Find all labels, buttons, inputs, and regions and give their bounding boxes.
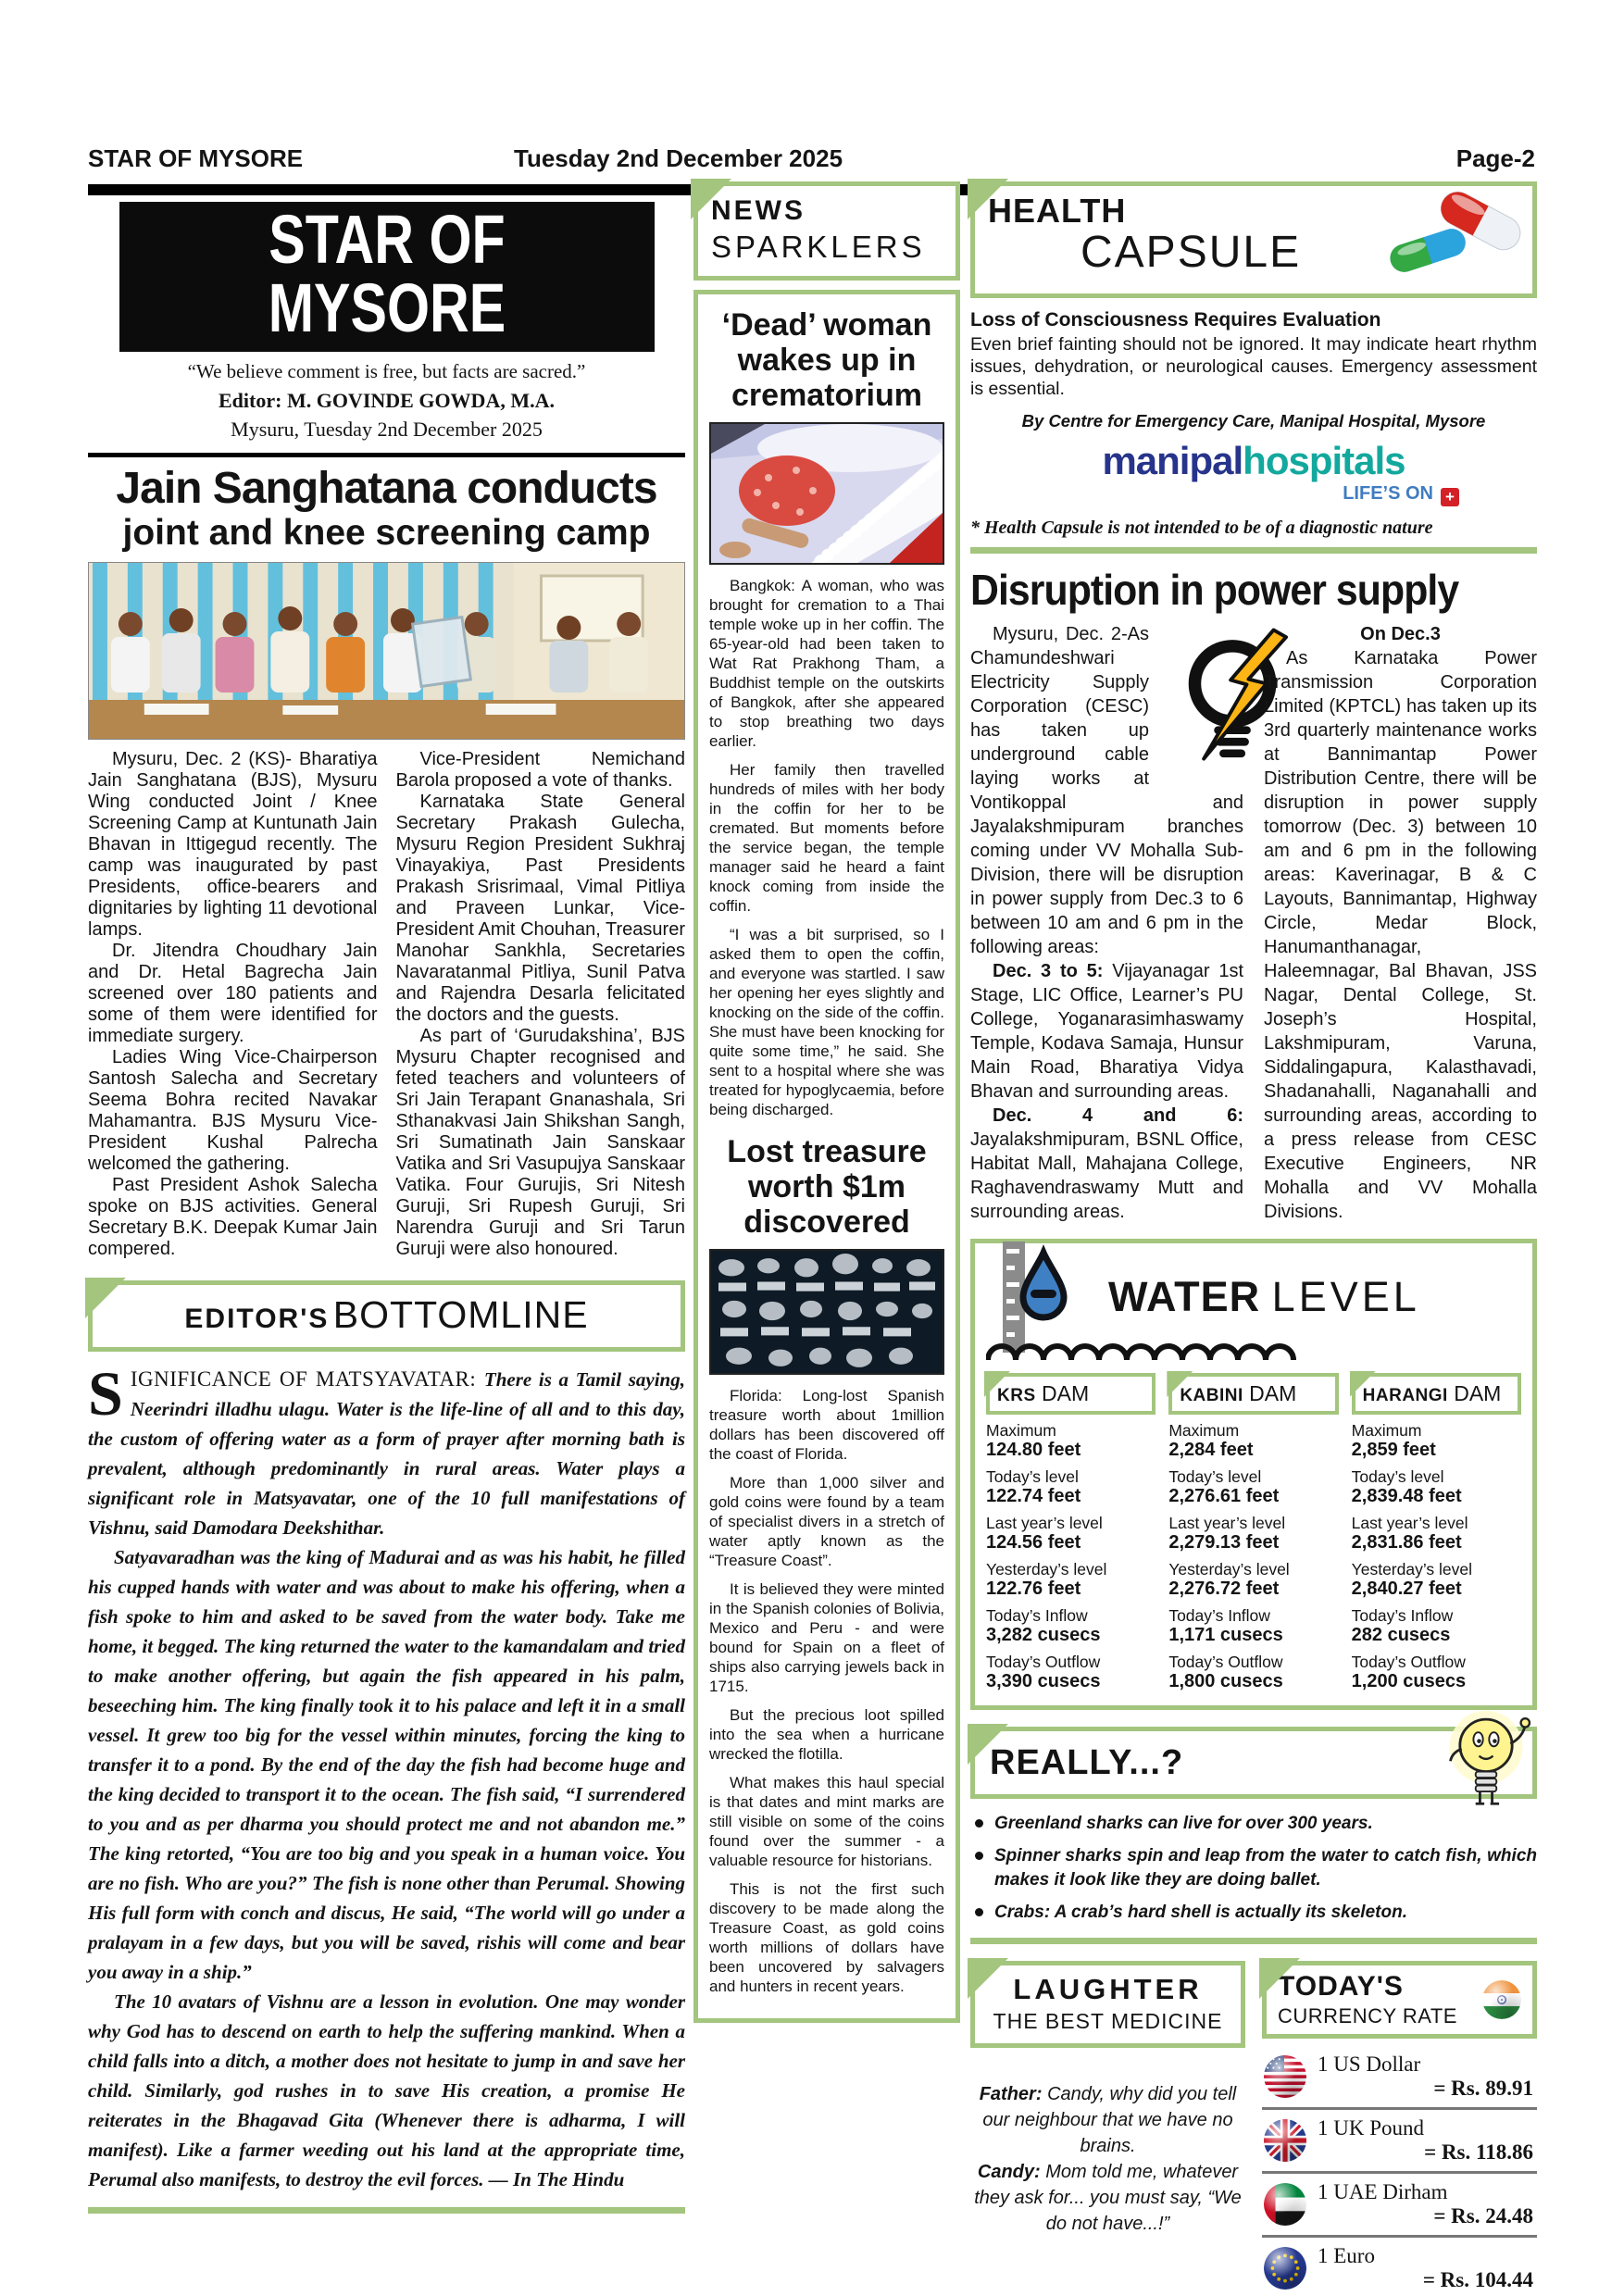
power-article-col2	[1264, 622, 1537, 1224]
dam-stat: Last year’s level 124.56 feet	[986, 1514, 1103, 1553]
corner-fold-icon	[85, 1278, 126, 1318]
power-article-col1	[970, 622, 1243, 1224]
date-lead: Dec. 4 and 6:	[993, 1105, 1243, 1126]
jain-headline-line2: joint and knee screening camp	[122, 512, 651, 553]
paragraph: Her family then travelled hundreds of miles with her body in the coffin for her to be cremated. But moments before the service began, the temple manager said he heard a faint knock coming from inside the coffin.	[709, 761, 944, 916]
dam-name-box: HARANGI DAM	[1352, 1373, 1521, 1415]
dam-stat: Today’s Inflow 1,171 cusecs	[1168, 1606, 1283, 1645]
paragraph: Past President Ashok Salecha spoke on BJS activities. General Secretary B.K. Deepak Kumar Jain compered.	[88, 1174, 378, 1259]
editors-bottomline-text	[88, 1357, 685, 2194]
masthead	[119, 202, 655, 352]
uk-flag-icon	[1264, 2119, 1306, 2162]
currency-box	[1262, 1961, 1537, 2296]
masthead-editor: Editor: M. GOVINDE GOWDA, M.A.	[219, 389, 555, 412]
paragraph: The 10 avatars of Vishnu are a lesson in evolution. One may wonder why God has to descend on earth to help the suffering mankind. When a child falls into a ditch, a mother does not hesitate to jump in and save her child. Similarly, god rushes in to save His creation, a promise He reiterates in the Bhagavad Gita (Whenever there is adharma, I will manifest). Like a farmer weeding out his land at the appropriate time, Perumal also manifests, to destroy the evil forces. — In The Hindu	[88, 1990, 685, 2190]
currency-row: 1 UK Pound = Rs. 118.86	[1262, 2110, 1537, 2174]
treasure-photo	[709, 1249, 944, 1375]
logo-part-hospitals: hospitals	[1243, 439, 1405, 482]
laughter-subtitle: THE BEST MEDICINE	[993, 2009, 1223, 2033]
fact-item: Crabs: A crab’s hard shell is actually its skeleton.	[970, 1901, 1537, 1925]
bottom-row	[970, 1961, 1537, 2296]
fact-item: Spinner sharks spin and leap from the water to catch fish, which makes it look like they are doing ballet.	[970, 1844, 1537, 1892]
paragraph: Satyavaradhan was the king of Madurai and as was his habit, he filled his cupped hands with water and was about to make his offering, when a fish spoke to him and asked to be saved from the water body. Take me home, it begged. The king returned the water to the kamandalam and tried to make another offering, but again the fish appeared in his palm, beseeching him. The king finally took it to his palace and left it in a small vessel. It grew too big for the vessel within minutes, forcing the king to transfer it to a pond. By the end of the day the fish had become huge and the king decided to transport it to the ocean. The fish said, “I surrendered to you and as per dharma you should protect me and not abandon me.” The king retorted, “You are too big and you speak in a human voice. You are no fish. Who are you?” The fish is none other than Perumal. Showing His full form with conch and discus, He said, “The world will go under a pralayam in a few days, but you will be saved, rishis will come and bear you away in a ship.”	[88, 1545, 685, 1983]
left-column	[88, 202, 685, 2214]
dam-columns	[986, 1373, 1521, 1692]
dam-stat: Yesterday’s level 2,276.72 feet	[1168, 1560, 1290, 1599]
dam-name-box: KABINI DAM	[1168, 1373, 1338, 1415]
paragraph: SIGNIFICANCE OF MATSYAVATAR: There is a Tamil saying, Neerindri illadhu ulagu. Water is the life-line of all and to this day, the custom of offering water as a form of prayer after morning bath is prevalent, although predominantly in rural areas. Water plays a significant role in Matsyavatar, one of the 10 full manifestations of Vishnu, said Damodara Deekshithar.	[88, 1357, 685, 1539]
currency-header	[1262, 1961, 1537, 2039]
dam-stat: Today’s level 122.74 feet	[986, 1467, 1081, 1506]
currency-row: 1 Euro = Rs. 104.44	[1262, 2238, 1537, 2296]
paragraph: Vice-President Nemichand Barola proposed a vote of thanks.	[395, 748, 685, 791]
paragraph: Ladies Wing Vice-Chairperson Santosh Salecha and Secretary Seema Bohra recited Navakar Mahamantra. BJS Mysuru Vice-President Kushal Palrecha welcomed the gathering.	[88, 1046, 378, 1174]
joke-line: Father: Candy, why did you tell our neighbour that we have no brains.	[979, 2084, 1237, 2156]
dam-stat: Today’s Outflow 1,200 cusecs	[1351, 1653, 1467, 1691]
divider	[88, 453, 685, 457]
paragraph: Karnataka State General Secretary Prakash Gulecha, Mysuru Region President Sukhraj Vinayakiya, Past Presidents Prakash Srisrimaal, Vimal Pitliya and Praveen Lunkar, Vice-President Amit Chouhan, Treasurer Manohar Sankhla, Secretaries Navaratanmal Pitliya, Sunil Patva and Rajendra Desarla felicitated the doctors and the guests.	[395, 791, 685, 1025]
laughter-header	[970, 1961, 1245, 2048]
paragraph: Dec. 4 and 6: Jayalakshmipuram, BSNL Office, Habitat Mall, Mahajana College, Raghavendraswamy Mutt and surrounding areas.	[970, 1105, 1243, 1222]
joke-text	[970, 2081, 1245, 2237]
bottomline-kicker: EDITOR'S	[184, 1303, 330, 1334]
paragraph: As part of ‘Gurudakshina’, BJS Mysuru Chapter recognised and feted teachers and volunteers of Sri Jain Terapant Gnanashala, Sri Sthanakvasi Jain Shikshan Sangh, Sri Sumatinath Jain Sanskaar Vatika and Sri Vasupujya Sanskaar Vatika. Four Gurujis, Sri Nitesh Guruji, Sri Rupesh Guruji, Sri Narendra Guruji and Sri Tarun Guruji were also honoured.	[395, 1025, 685, 1259]
section-divider	[970, 1938, 1537, 1944]
news-sparklers-column	[693, 181, 960, 2023]
dam-stat: Yesterday’s level 2,840.27 feet	[1351, 1560, 1473, 1599]
editors-bottomline-header	[88, 1280, 685, 1352]
running-paper-name: STAR OF MYSORE	[88, 144, 304, 172]
bottomline-title: BOTTOMLINE	[332, 1292, 589, 1336]
jain-camp-photo	[88, 562, 685, 740]
us-flag-icon	[1264, 2055, 1306, 2098]
currency-kicker: TODAY'S	[1278, 1971, 1404, 2002]
india-flag-icon	[1482, 1980, 1521, 2019]
story2-headline: Lost treasure worth $1m discovered	[727, 1134, 927, 1241]
really-facts-list	[970, 1812, 1537, 1925]
water-level-title: WATER LEVEL	[1108, 1273, 1420, 1320]
really-header	[970, 1727, 1537, 1799]
water-level-header	[986, 1251, 1521, 1362]
eu-flag-icon	[1264, 2247, 1306, 2290]
right-column	[970, 181, 1537, 2296]
dam-stat: Today’s level 2,839.48 feet	[1351, 1467, 1462, 1506]
news-sparklers-header	[693, 181, 960, 281]
dam-stat: Maximum 2,859 feet	[1351, 1421, 1436, 1460]
health-capsule-title: CAPSULE	[1081, 228, 1302, 277]
paragraph: Mysuru, Dec. 2 (KS)- Bharatiya Jain Sanghatana (BJS), Mysuru Wing conducted Joint / Knee Screening Camp at Kuntunath Jain Bhavan in Ittigegud recently. The camp was inaugurated by past Presidents, office-bearers and dignitaries by lighting 11 devotional lamps.	[88, 748, 378, 940]
dam-name-box: KRS DAM	[986, 1373, 1156, 1415]
currency-row: 1 US Dollar = Rs. 89.91	[1262, 2046, 1537, 2110]
lifes-on-tagline: LIFE’S ON +	[970, 483, 1537, 506]
power-subheading: On Dec.3	[1360, 624, 1441, 644]
health-capsule-body: Even brief fainting should not be ignored. It may indicate heart rhythm issues, dehydration, or neurological causes. Emergency assessment is essential.	[970, 334, 1537, 399]
paragraph: Mysuru, Dec. 2-As Chamundeshwari Electricity Supply Corporation (CESC) has taken up underground cable laying works at Vontikoppal and Jayalakshmipuram branches coming under VV Mohalla Sub-Division, there will be disruption in power supply from Dec.3 to 6 between 10 am and 6 pm in the following areas:	[970, 622, 1243, 959]
running-head	[88, 144, 1537, 178]
bottomline-opener: IGNIFICANCE OF MATSYAVATAR:	[130, 1366, 484, 1391]
laughter-box	[970, 1961, 1245, 2296]
dam-stat: Today’s level 2,276.61 feet	[1168, 1467, 1280, 1506]
dropcap: S	[88, 1357, 123, 1429]
paragraph: It is believed they were minted in the Spanish colonies of Bolivia, Mexico and Peru - and were bound for Spain on a fleet of ships also carrying jewels back in 1715.	[709, 1580, 944, 1696]
running-page-number: Page-2	[1455, 144, 1535, 172]
health-capsule-footnote: * Health Capsule is not intended to be of a diagnostic nature	[970, 518, 1433, 538]
jain-headline-line1: Jain Sanghatana conducts	[116, 464, 657, 513]
currency-subtitle: CURRENCY RATE	[1278, 2004, 1457, 2028]
currency-rates	[1262, 2046, 1537, 2296]
masthead-tagline: “We believe comment is free, but facts are sacred.”	[187, 360, 586, 382]
power-article-body	[970, 622, 1537, 1224]
health-capsule-heading: Loss of Consciousness Requires Evaluation	[970, 309, 1381, 331]
paragraph: This is not the first such discovery to be made along the Treasure Coast, as gold coins worth millions of dollars have been uncovered by salvagers and hunters in recent years.	[709, 1880, 944, 1996]
power-headline: Disruption in power supply	[970, 566, 1459, 614]
dam-stat: Last year’s level 2,279.13 feet	[1168, 1514, 1286, 1553]
dam-harangi	[1352, 1373, 1521, 1692]
currency-row: 1 UAE Dirham = Rs. 24.48	[1262, 2174, 1537, 2238]
dam-krs	[986, 1373, 1156, 1692]
news-sparklers-kicker: NEWS	[711, 195, 806, 226]
really-title: REALLY...?	[990, 1743, 1184, 1782]
dam-kabini	[1168, 1373, 1338, 1692]
jain-article-body	[88, 749, 685, 1260]
section-divider	[88, 2207, 685, 2214]
jain-article-col1	[88, 749, 378, 1260]
masthead-dateline: Mysuru, Tuesday 2nd December 2025	[231, 418, 543, 441]
dam-stat: Yesterday’s level 122.76 feet	[986, 1560, 1107, 1599]
paragraph: What makes this haul special is that dates and mint marks are still visible on some of the coins found over the summer - a valuable resource for historians.	[709, 1774, 944, 1870]
health-capsule-header	[970, 181, 1537, 298]
waves-icon	[986, 1334, 1301, 1362]
uae-flag-icon	[1264, 2183, 1306, 2226]
manipal-hospitals-logo	[970, 439, 1537, 483]
laughter-kicker: LAUGHTER	[1013, 1973, 1203, 2005]
coffin-photo	[709, 422, 944, 565]
coffin-photo-illustration	[711, 424, 943, 563]
bulb-cartoon-icon	[1438, 1707, 1534, 1827]
paragraph: Bangkok: A woman, who was brought for cremation to a Thai temple woke up in her coffin. The 65-year-old had been taken to Wat Rat Prakhong Tham, a Buddhist temple on the outskirts of Bangkok, after she appeared to stop breathing two days earlier.	[709, 577, 944, 751]
water-level-box	[970, 1239, 1537, 1710]
health-capsule-byline: By Centre for Emergency Care, Manipal Hospital, Mysore	[1021, 411, 1486, 430]
section-divider	[970, 547, 1537, 554]
paragraph: But the precious loot spilled into the sea when a hurricane wrecked the flotilla.	[709, 1706, 944, 1764]
health-capsule-kicker: HEALTH	[988, 192, 1127, 230]
paragraph: Dr. Jitendra Choudhary Jain and Dr. Hetal Bagrecha Jain screened over 180 patients and some of them were identified for immediate surgery.	[88, 940, 378, 1046]
news-sparklers-body	[693, 290, 960, 2023]
logo-part-manipal: manipal	[1102, 439, 1243, 482]
dam-stat: Today’s Outflow 3,390 cusecs	[986, 1653, 1101, 1691]
masthead-title: STAR OF MYSORE	[268, 201, 506, 346]
capsules-icon	[1388, 188, 1527, 281]
dam-stat: Maximum 124.80 feet	[986, 1421, 1081, 1460]
dam-stat: Today’s Outflow 1,800 cusecs	[1168, 1653, 1283, 1691]
news-sparklers-title: SPARKLERS	[711, 230, 926, 264]
power-bulb-icon	[1158, 628, 1266, 763]
paragraph: More than 1,000 silver and gold coins were found by a team of specialist divers in a stretch of water aptly known as the “Treasure Coast”.	[709, 1474, 944, 1570]
paragraph: Dec. 3 to 5: Vijayanagar 1st Stage, LIC Office, Learner’s PU College, Yoganarasimhaswamy Temple, Kodava Samaja, Hunsur Main Road, Bharatiya Vidya Bhavan and surrounding areas.	[970, 961, 1244, 1102]
jain-camp-photo-illustration	[89, 563, 684, 739]
hospital-cross-icon: +	[1441, 488, 1459, 506]
joke-line: Candy: Mom told me, whatever they ask for... you must say, “We do not have...!”	[974, 2162, 1242, 2234]
fact-item: Greenland sharks can live for over 300 years.	[970, 1812, 1537, 1836]
jain-article-col2	[396, 749, 686, 1260]
paragraph: Florida: Long-lost Spanish treasure worth about 1million dollars has been discovered off the coast of Florida.	[709, 1387, 944, 1464]
paragraph: “I was a bit surprised, so I asked them to open the coffin, and everyone was startled. I saw her opening her eyes slightly and knocking on the side of the coffin. She must have been knocking for quite some time,” he said. She sent to a hospital where she was treated for hypoglycaemia, before being discharged.	[709, 926, 944, 1119]
dam-stat: Maximum 2,284 feet	[1168, 1421, 1254, 1460]
dam-stat: Today’s Inflow 282 cusecs	[1351, 1606, 1454, 1645]
dam-stat: Last year’s level 2,831.86 feet	[1351, 1514, 1468, 1553]
date-lead: Dec. 3 to 5:	[993, 961, 1104, 981]
dam-stat: Today’s Inflow 3,282 cusecs	[986, 1606, 1101, 1645]
treasure-photo-illustration	[711, 1251, 943, 1373]
running-date: Tuesday 2nd December 2025	[514, 144, 843, 172]
paragraph: As Karnataka Power Transmission Corporation Limited (KPTCL) has taken up its 3rd quarterly maintenance works at Bannimantap Power Distribution Centre, there will be disruption in power supply tomorrow (Dec. 3) between 10 am and 6 pm in the following areas: Kaverinagar, B & C Layouts, Bannimantap, Highway Circle, Medar Block, Hanumanthanagar, Haleemnagar, Bal Bhavan, JSS Nagar, Dental College, St. Joseph’s Hospital, Lakshmipuram, Varuna, Siddalingapura, Kalasthavadi, Shadanahalli, Naganahalli and surrounding areas, according to a press release from CESC Executive Engineers, NR Mohalla and VV Mohalla Divisions.	[1264, 648, 1537, 1222]
story1-headline: ‘Dead’ woman wakes up in crematorium	[721, 307, 932, 414]
